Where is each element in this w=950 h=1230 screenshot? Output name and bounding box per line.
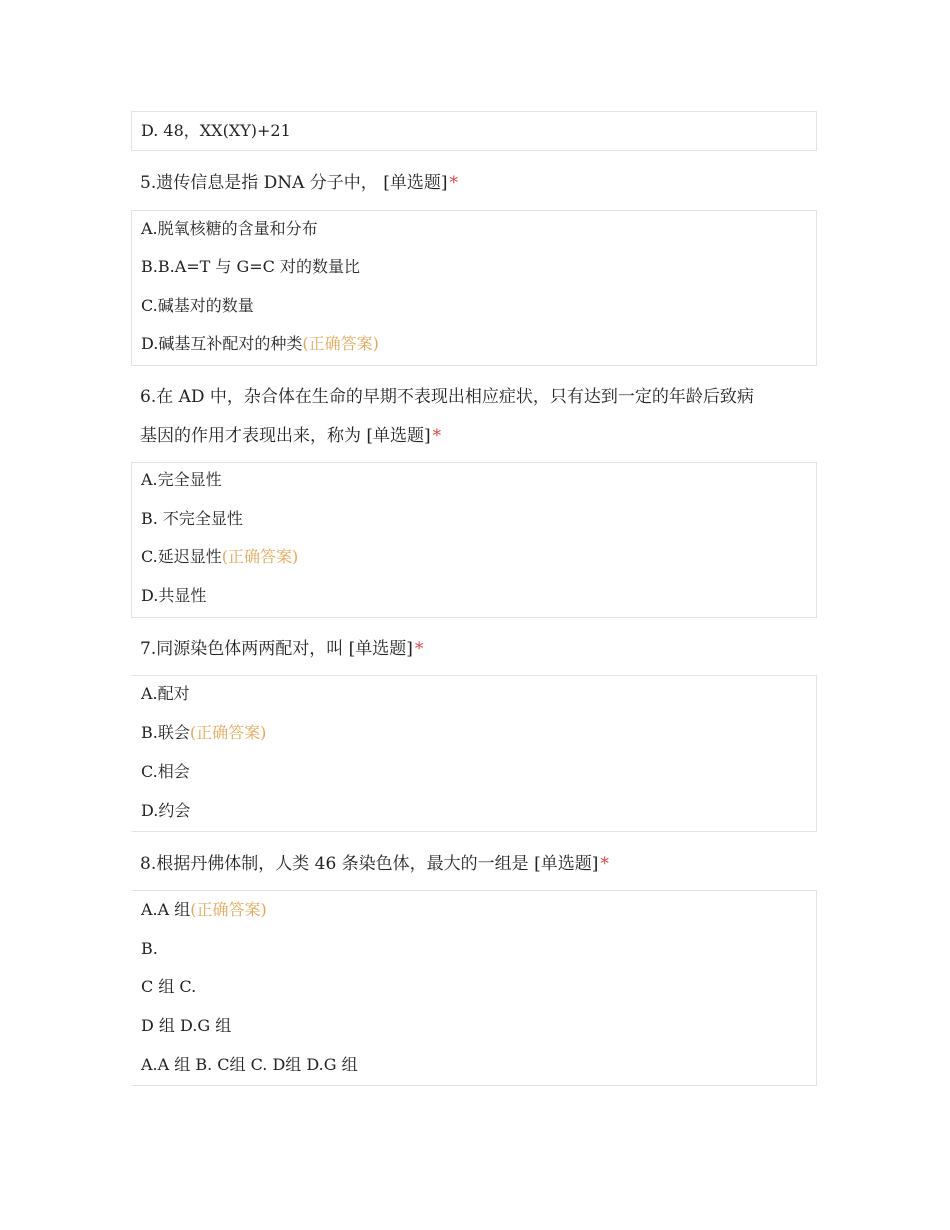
q8-option-b[interactable]: B. [141,939,158,958]
q6-required-star: * [432,426,442,446]
q8-question-type: [单选题] [534,854,599,874]
q6-question-text: 基因的作用才表现出来，称为 [140,426,361,446]
q6-option-c-label: C.延迟显性 [141,547,222,566]
q5-question-type: [单选题] [383,173,448,193]
q4-option-d: D. 48，XX(XY)+21 [141,121,291,140]
q6-question-line1: 6.在 AD 中，杂合体在生命的早期不表现出相应症状，只有达到一定的年龄后致病 [140,387,754,407]
q6-correct-answer-mark: (正确答案) [221,547,299,566]
q6-option-d[interactable]: D.共显性 [141,586,207,605]
q6-options-box [131,462,817,618]
q5-correct-answer-mark: (正确答案) [302,334,379,353]
q8-options-box [131,890,817,1086]
q8-option-d[interactable]: D 组 D.G 组 [141,1016,232,1035]
q6-question-type: [单选题] [366,426,431,446]
q7-option-b-label: B.联会 [141,723,190,742]
q7-option-a[interactable]: A.配对 [141,684,190,703]
q8-option-combined[interactable]: A.A 组 B. C组 C. D组 D.G 组 [141,1055,358,1074]
q7-required-star: * [414,639,424,659]
q5-question-text: 5.遗传信息是指 DNA 分子中， [140,173,378,193]
q8-question-text: 8.根据丹佛体制，人类 46 条染色体，最大的一组是 [140,854,529,874]
q5-option-d[interactable] [141,334,379,354]
q7-correct-answer-mark: (正确答案) [189,723,267,742]
q7-question [140,638,423,660]
q6-option-c[interactable] [141,547,298,567]
q6-question-line2 [140,425,441,447]
q5-required-star: * [449,173,458,193]
q8-question [140,853,609,875]
q5-question [140,172,458,194]
q5-option-c[interactable]: C.碱基对的数量 [141,296,254,315]
q6-option-b[interactable]: B. 不完全显性 [141,509,243,528]
q8-option-a[interactable] [141,900,267,920]
q7-option-d[interactable]: D.约会 [141,801,191,820]
q8-option-c[interactable]: C 组 C. [141,977,197,996]
q7-question-type: [单选题] [348,639,413,659]
q4-options-box [131,111,817,151]
q7-options-box [131,675,817,832]
q5-option-d-label: D.碱基互补配对的种类 [141,334,303,353]
q5-options-box [131,210,817,366]
q7-option-c[interactable]: C.相会 [141,762,190,781]
q7-question-text: 7.同源染色体两两配对，叫 [140,639,344,659]
q7-option-b[interactable] [141,723,266,743]
q8-correct-answer-mark: (正确答案) [190,900,267,919]
q8-required-star: * [600,854,609,874]
q6-option-a[interactable]: A.完全显性 [141,470,222,489]
q8-option-a-label: A.A 组 [141,900,191,919]
q5-option-a[interactable]: A.脱氧核糖的含量和分布 [141,219,318,238]
q5-option-b[interactable]: B.B.A=T 与 G=C 对的数量比 [141,257,361,276]
